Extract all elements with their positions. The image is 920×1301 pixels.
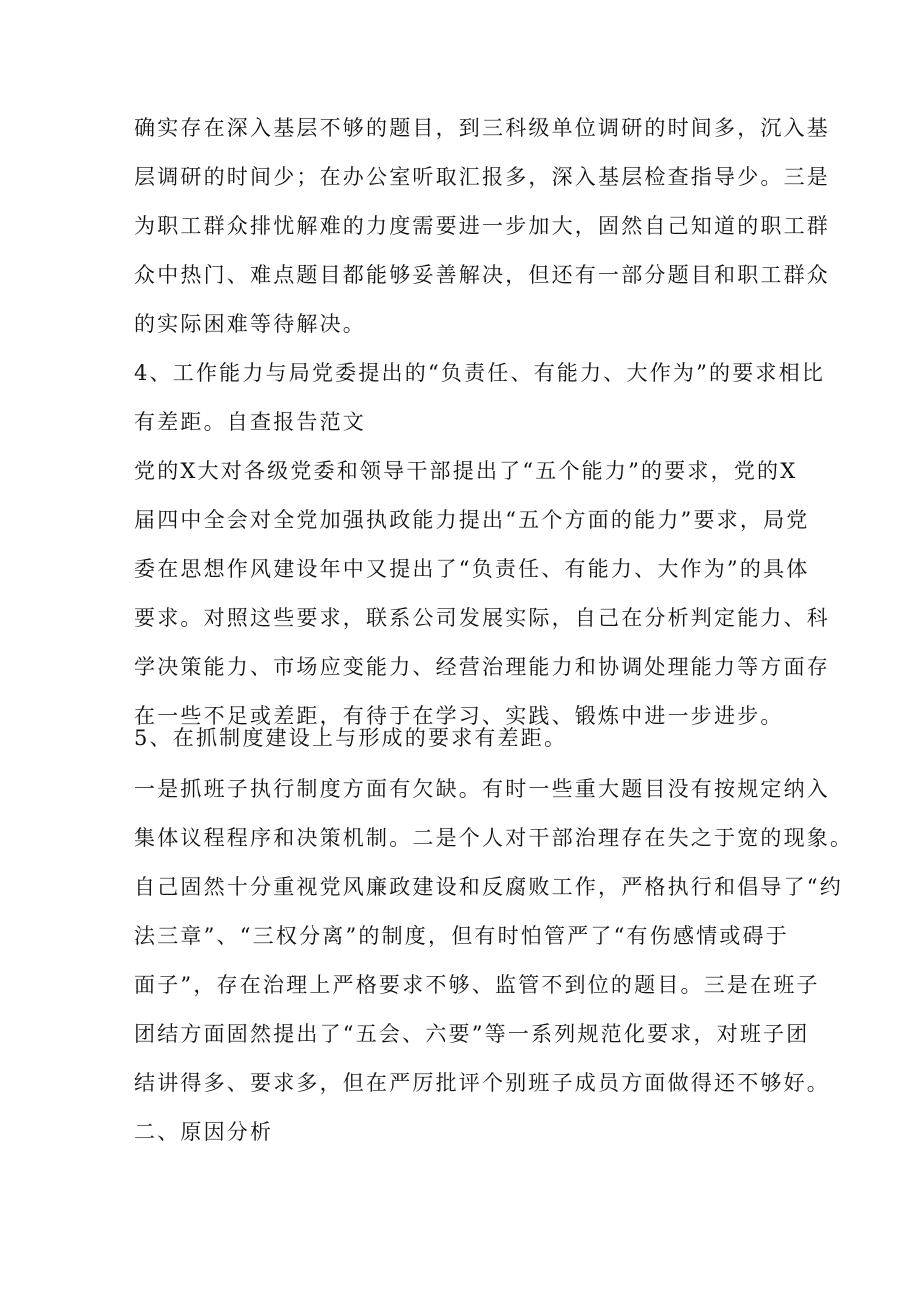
text-line: 学决策能力、市场应变能力、经营治理能力和协调处理能力等方面存 — [134, 655, 830, 679]
text-line: 确实存在深入基层不够的题目，到三科级单位调研的时间多，沉入基 — [134, 116, 830, 140]
text-line: 面子”，存在治理上严格要求不够、监管不到位的题目。三是在班子 — [134, 973, 820, 997]
heading-4 — [134, 349, 826, 447]
text-line: 届四中全会对全党加强执政能力提出“五个方面的能力”要求，局党 — [134, 508, 810, 532]
text-line: 委在思想作风建设年中又提出了“负责任、有能力、大作为”的具体 — [134, 557, 810, 581]
text-line: 党的X大对各级党委和领导干部提出了“五个能力”的要求，党的X — [134, 459, 798, 483]
text-line: 结讲得多、要求多，但在严厉批评个别班子成员方面做得还不够好。 — [134, 1071, 830, 1095]
text-line: 集体议程程序和决策机制。二是个人对干部治理存在失之于宽的现象。 — [134, 826, 854, 850]
text-line: 团结方面固然提出了“五会、六要”等一系列规范化要求，对班子团 — [134, 1022, 810, 1046]
text-line: 为职工群众排忧解难的力度需要进一步加大，固然自己知道的职工群 — [134, 214, 830, 238]
section-heading — [134, 1108, 794, 1157]
heading-5 — [134, 714, 794, 763]
paragraph-3 — [134, 765, 854, 1108]
text-line: 二、原因分析 — [134, 1120, 274, 1144]
paragraph-1 — [134, 104, 830, 349]
text-line: 5、在抓制度建设上与形成的要求有差距。 — [134, 726, 568, 750]
text-line: 一是抓班子执行制度方面有欠缺。有时一些重大题目没有按规定纳入 — [134, 777, 830, 801]
text-line: 要求。对照这些要求，联系公司发展实际，自己在分析判定能力、科 — [134, 606, 830, 630]
text-line: 自己固然十分重视党风廉政建设和反腐败工作，严格执行和倡导了“约 — [134, 875, 843, 899]
paragraph-2 — [134, 447, 830, 741]
text-line: 4、工作能力与局党委提出的“负责任、有能力、大作为”的要求相比 — [134, 361, 826, 385]
text-line: 有差距。自查报告范文 — [134, 410, 366, 434]
text-line: 众中热门、难点题目都能够妥善解决，但还有一部分题目和职工群众 — [134, 263, 830, 287]
text-line: 的实际困难等待解决。 — [134, 312, 366, 336]
text-line: 在一些不足或差距，有待于在学习、实践、锻炼中进一步进步。 — [134, 704, 784, 728]
text-line: 层调研的时间少；在办公室听取汇报多，深入基层检查指导少。三是 — [134, 165, 830, 189]
text-line: 法三章”、“三权分离”的制度，但有时怕管严了“有伤感情或碍于 — [134, 924, 789, 948]
